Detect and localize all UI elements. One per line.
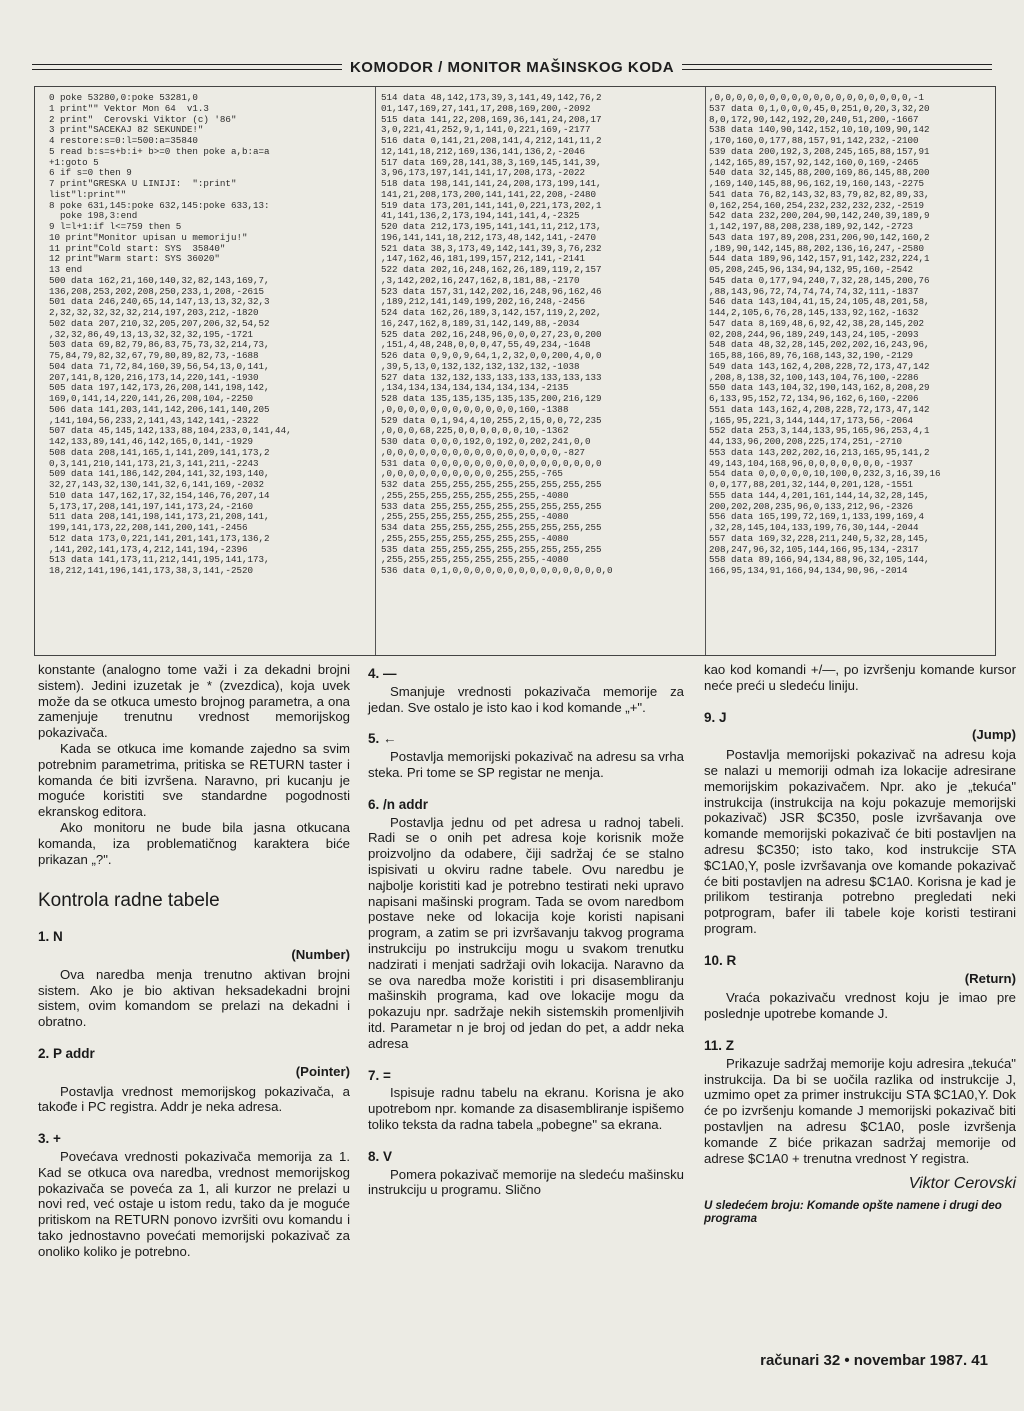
listing-line: 537 data 0,1,0,0,0,45,0,251,0,20,3,32,20 bbox=[709, 102, 930, 114]
listing-line: 49,143,104,168,96,0,0,0,0,0,0,0,-1937 bbox=[709, 457, 913, 469]
listing-line: 533 data 255,255,255,255,255,255,255,255 bbox=[381, 500, 602, 512]
listing-line: 508 data 208,141,165,1,141,209,141,173,2 bbox=[49, 446, 270, 458]
listing-line: ,0,0,0,0,0,0,0,0,0,0,255,255,-765 bbox=[381, 468, 563, 480]
listing-line: 12 print"Warm start: SYS 36020" bbox=[49, 253, 220, 265]
listing-line: 136,208,253,202,208,250,233,1,208,-2615 bbox=[49, 285, 265, 297]
listing-line: 144,2,105,6,76,28,145,133,92,162,-1632 bbox=[709, 307, 919, 318]
article-column-1 bbox=[38, 662, 350, 1260]
listing-line: 541 data 76,82,143,32,83,79,82,82,89,33, bbox=[709, 188, 930, 200]
listing-line: 516 data 0,141,21,208,141,4,212,141,11,2 bbox=[381, 135, 602, 146]
paragraph: Kada se otkuca ime komande zajedno sa svim potrebnim parametrima, pritiska se RETURN taster i komanda će biti izvršena. Naravno, pri kucanju je moguće koristiti sve standardne pogodnosti ekranskog editora. bbox=[38, 740, 350, 820]
listing-line: 506 data 141,203,141,142,206,141,140,205 bbox=[49, 403, 270, 415]
listing-line: 558 data 89,166,94,134,88,96,32,105,144, bbox=[709, 554, 930, 566]
listing-line: 6 if s=0 then 9 bbox=[49, 167, 132, 179]
paragraph: Prikazuje sadržaj memorije koju adresira „tekuća" instrukcija. Da bi se uočila razlika od instrukcije J, uzmimo opet za primer instrukciju STA $C1A0,Y. Dok će po izvršenju komande J memorijski pokazivač biti postavljen na adresu $C1A0, posle izvršenja komande Z biće prikazan sadržaj memorije od adrese $C1A0 + trenutna vrednost Y registra. bbox=[704, 1055, 1016, 1166]
listing-line: 208,247,96,32,105,144,166,95,134,-2317 bbox=[709, 543, 919, 555]
paragraph: Ako monitoru ne bude bila jasna otkucana komanda, iza problematičnog karaktera biće prikazan „?". bbox=[38, 819, 350, 867]
listing-line: 504 data 71,72,84,160,39,56,54,13,0,141, bbox=[49, 360, 270, 372]
listing-line: 9 l=l+1:if l<=759 then 5 bbox=[49, 221, 182, 232]
paragraph: Postavlja jednu od pet adresa u radnoj tabeli. Radi se o onih pet adresa koje korisnik može proizvoljno da odabere, čiji sadržaj će se stalno ispisivati u okviru radne tabele. Ovu naredbu je najbolje koristiti kad je potrebno testirati neki upravo napisani mašinski program. Tada se ovom naredbom postave neke od lokacija koje koristi napisani program, a zatim se pri izvršavanju takvog programa instrukciju po instrukciju mogu u svakom trenutku nadzirati i menjati sadržaji ovih lokacija. Naravno da se ova naredba može koristiti i pri disasembliranju mašinskih programa, kad ove lokacije mogu da pokazuju npr. sadržaje nekih sistemskih promenljivih itd. Parametar n je broj od jedan do pet, a addr neka adresa bbox=[368, 814, 684, 1051]
paragraph: Povećava vrednosti pokazivača memorija za 1. Kad se otkuca ova naredba, vrednost memorijskog pokazivača se poveća za 1, ali kurzor ne prelazi u novi red, već ostaje u istom redu, tako da je moguće pritiskom na RETURN ponovo izvršiti ovu komandu i tako jednostavno povećati memorijski pokazivač za onoliko koliko je potrebno. bbox=[38, 1148, 350, 1259]
listing-line: 545 data 0,177,94,240,7,32,28,145,200,76 bbox=[709, 274, 930, 286]
page-footer: računari 32 • novembar 1987. 41 bbox=[760, 1352, 988, 1369]
listing-line: 2,32,32,32,32,32,214,197,203,212,-1820 bbox=[49, 307, 259, 318]
listing-line: 534 data 255,255,255,255,255,255,255,255 bbox=[381, 522, 602, 533]
command-heading: 1. N bbox=[38, 929, 63, 945]
paragraph: Ova naredba menja trenutno aktivan brojni sistem. Ako je bio aktivan heksadekadni brojni sistem, ovim komandom se prelazi na dekadni i obratno. bbox=[38, 966, 350, 1030]
listing-line: 505 data 197,142,173,26,208,141,198,142, bbox=[49, 382, 270, 394]
listing-line: 531 data 0,0,0,0,0,0,0,0,0,0,0,0,0,0,0,0 bbox=[381, 457, 602, 469]
listing-line: 549 data 143,162,4,208,228,72,173,47,142 bbox=[709, 360, 930, 372]
listing-line: 528 data 135,135,135,135,135,200,216,129 bbox=[381, 393, 602, 404]
header-title: KOMODOR / MONITOR MAŠINSKOG KODA bbox=[349, 58, 675, 76]
listing-line: ,255,255,255,255,255,255,255,-4080 bbox=[381, 489, 569, 501]
command-heading: 3. + bbox=[38, 1131, 61, 1147]
listing-line: 7 print"GRESKA U LINIJI: ":print" bbox=[49, 178, 237, 189]
listing-line: 540 data 32,145,88,200,169,86,145,88,200 bbox=[709, 167, 930, 179]
listing-line: ,208,8,138,32,100,143,104,76,100,-2286 bbox=[709, 371, 919, 383]
listing-line: 12,141,18,212,169,136,141,136,2,-2046 bbox=[381, 145, 585, 157]
listing-line: 511 data 208,141,198,141,173,21,208,141, bbox=[49, 511, 270, 523]
listing-line: 546 data 143,104,41,15,24,105,48,201,58, bbox=[709, 296, 930, 308]
listing-line: 0 poke 53280,0:poke 53281,0 bbox=[49, 93, 198, 103]
listing-line: ,141,104,56,233,2,141,43,142,141,-2322 bbox=[49, 414, 259, 426]
listing-column-1 bbox=[49, 93, 379, 577]
listing-line: 543 data 197,89,208,231,206,90,142,160,2 bbox=[709, 231, 930, 243]
listing-line: ,0,0,0,0,0,0,0,0,0,0,0,0,0,0,0,0,0,0,-1 bbox=[709, 93, 925, 103]
listing-line: 4 restore:s=0:l=500:a=35840 bbox=[49, 135, 198, 146]
listing-line: 165,88,166,89,76,168,143,32,190,-2129 bbox=[709, 350, 913, 361]
listing-line: 548 data 48,32,28,145,202,202,16,243,96, bbox=[709, 339, 930, 351]
program-listing bbox=[34, 86, 996, 656]
listing-line: 542 data 232,200,204,90,142,240,39,189,9 bbox=[709, 210, 930, 222]
command-heading: 11. Z bbox=[704, 1037, 735, 1053]
listing-line: 510 data 147,162,17,32,154,146,76,207,14 bbox=[49, 489, 270, 501]
listing-line: 536 data 0,1,0,0,0,0,0,0,0,0,0,0,0,0,0,0,0 bbox=[381, 565, 613, 576]
listing-line: 196,141,141,18,212,173,48,142,141,-2470 bbox=[381, 231, 597, 243]
listing-line: 527 data 132,132,133,133,133,133,133,133 bbox=[381, 371, 602, 383]
listing-line: ,255,255,255,255,255,255,255,-4080 bbox=[381, 511, 569, 523]
listing-line: ,255,255,255,255,255,255,255,-4080 bbox=[381, 554, 569, 566]
listing-line: 199,141,173,22,208,141,200,141,-2456 bbox=[49, 522, 248, 533]
paragraph: Postavlja memorijski pokazivač na adresu sa vrha steka. Pri tome se SP registar ne menja. bbox=[368, 749, 684, 780]
command-heading: 2. P addr bbox=[38, 1045, 95, 1061]
listing-line: 503 data 69,82,79,86,83,75,73,32,214,73, bbox=[49, 339, 270, 351]
command-heading: 5. ← bbox=[368, 731, 397, 747]
listing-line: 8,0,172,90,142,192,20,240,51,200,-1667 bbox=[709, 113, 919, 125]
listing-line: 01,147,169,27,141,17,208,169,200,-2092 bbox=[381, 102, 591, 114]
listing-line: 529 data 0,1,94,4,10,255,2,15,0,0,72,235 bbox=[381, 414, 602, 426]
listing-line: ,170,160,0,177,88,157,91,142,232,-2100 bbox=[709, 135, 919, 146]
listing-line: 1 print"" Vektor Mon 64 v1.3 bbox=[49, 102, 209, 114]
listing-line: 18,212,141,196,141,173,38,3,141,-2520 bbox=[49, 565, 253, 576]
listing-line: ,147,162,46,181,199,157,212,141,-2141 bbox=[381, 253, 585, 265]
listing-line: ,189,90,142,145,88,202,136,16,247,-2580 bbox=[709, 242, 925, 254]
listing-line: 8 poke 631,145:poke 632,145:poke 633,13: bbox=[49, 199, 270, 211]
listing-line: ,39,5,13,0,132,132,132,132,132,-1038 bbox=[381, 360, 580, 372]
listing-line: poke 198,3:end bbox=[49, 210, 138, 222]
listing-line: 550 data 143,104,32,190,143,162,8,208,29 bbox=[709, 382, 930, 394]
listing-line: 519 data 173,201,141,141,0,221,173,202,1 bbox=[381, 199, 602, 211]
listing-line: 520 data 212,173,195,141,141,11,212,173, bbox=[381, 221, 602, 232]
listing-line: 513 data 141,173,11,212,141,195,141,173, bbox=[49, 554, 270, 566]
listing-line: 518 data 198,141,141,24,208,173,199,141, bbox=[381, 178, 602, 189]
listing-line: ,255,255,255,255,255,255,255,-4080 bbox=[381, 532, 569, 544]
listing-line: 1,142,197,88,208,238,189,92,142,-2723 bbox=[709, 221, 913, 232]
listing-line: 538 data 140,90,142,152,10,10,109,90,142 bbox=[709, 124, 930, 136]
command-name: (Return) bbox=[964, 970, 1016, 986]
command-name: (Number) bbox=[291, 946, 350, 962]
listing-line: 507 data 45,145,142,133,88,104,233,0,141,44, bbox=[49, 425, 292, 437]
paragraph: Postavlja memorijski pokazivač na adresu koja se nalazi u memoriji odmah iza lokacije adresirane memorijskim pokazivačem. Npr. ako je „tekuća" instrukcija (instrukcija na koju pokazuje memorijski pokazivač) JSR $C350, posle izvršavanja ove komande memorijski pokazivač će biti postavljen na adresu $C350; isto tako, kod instrukcije STA $C1A0,Y, posle izvršavanja ove komande pokazivač će biti postavljen na adresu $C1A0. Korisna je kad je prilikom testiranja potrebno pregledati neki potprogram, bafer ili tabele koje koristi testirani program. bbox=[704, 747, 1016, 936]
command-name: (Pointer) bbox=[295, 1063, 350, 1079]
listing-line: 539 data 200,192,3,208,245,165,88,157,91 bbox=[709, 145, 930, 157]
listing-line: 523 data 157,31,142,202,16,248,96,162,46 bbox=[381, 285, 602, 297]
command-heading: 6. /n addr bbox=[368, 796, 429, 812]
listing-line: 11 print"Cold start: SYS 35840" bbox=[49, 242, 226, 254]
paragraph: Ispisuje radnu tabelu na ekranu. Korisna je ako upotrebom npr. komande za disasembliranje ispišemo toliko teksta da radna tabela „pobegne" sa ekrana. bbox=[368, 1085, 684, 1132]
listing-line: 0,162,254,160,254,232,232,232,232,-2519 bbox=[709, 199, 925, 211]
header-rule-right bbox=[682, 64, 992, 70]
listing-line: 41,141,136,2,173,194,141,141,4,-2325 bbox=[381, 210, 580, 222]
listing-line: 535 data 255,255,255,255,255,255,255,255 bbox=[381, 543, 602, 555]
listing-line: list"l:print"" bbox=[49, 188, 127, 200]
listing-line: ,3,142,202,16,247,162,8,181,88,-2170 bbox=[381, 274, 580, 286]
listing-line: 521 data 38,3,173,49,142,141,39,3,76,232 bbox=[381, 242, 602, 254]
listing-line: 547 data 8,169,48,6,92,42,38,28,145,202 bbox=[709, 317, 925, 329]
listing-line: 544 data 189,96,142,157,91,142,232,224,1 bbox=[709, 253, 930, 265]
listing-line: ,165,95,221,3,144,144,17,173,56,-2064 bbox=[709, 414, 913, 426]
listing-line: 514 data 48,142,173,39,3,141,49,142,76,2 bbox=[381, 93, 602, 103]
listing-line: 525 data 202,16,248,96,0,0,0,27,23,0,200 bbox=[381, 328, 602, 340]
listing-line: 10 print"Monitor upisan u memoriju!" bbox=[49, 231, 248, 243]
listing-line: 500 data 162,21,160,140,32,82,143,169,7, bbox=[49, 274, 270, 286]
listing-line: 553 data 143,202,202,16,213,165,95,141,2 bbox=[709, 446, 930, 458]
listing-line: 3,0,221,41,252,9,1,141,0,221,169,-2177 bbox=[381, 124, 591, 136]
listing-line: 6,133,95,152,72,134,96,162,6,160,-2206 bbox=[709, 393, 919, 404]
listing-line: 169,0,141,14,220,141,26,208,104,-2250 bbox=[49, 393, 253, 404]
listing-line: ,0,0,0,68,225,0,0,0,0,0,0,10,-1362 bbox=[381, 425, 569, 437]
listing-line: 166,95,134,91,166,94,134,90,96,-2014 bbox=[709, 565, 908, 576]
listing-line: 515 data 141,22,208,169,36,141,24,208,17 bbox=[381, 113, 602, 125]
listing-line: ,32,28,145,104,133,199,76,30,144,-2044 bbox=[709, 522, 919, 533]
command-name: (Jump) bbox=[972, 727, 1016, 743]
listing-line: 13 end bbox=[49, 264, 83, 275]
listing-line: 526 data 0,9,0,9,64,1,2,32,0,0,200,4,0,0 bbox=[381, 350, 602, 361]
listing-line: 552 data 253,3,144,133,95,165,96,253,4,1 bbox=[709, 425, 930, 437]
article-column-3 bbox=[704, 662, 1016, 1226]
listing-line: 5,173,17,208,141,197,141,173,24,-2160 bbox=[49, 500, 253, 512]
command-heading: 9. J bbox=[704, 709, 727, 725]
listing-line: ,0,0,0,0,0,0,0,0,0,0,0,0,0,0,0,0,-827 bbox=[381, 446, 585, 458]
listing-line: 554 data 0,0,0,0,0,10,100,0,232,3,16,39,16 bbox=[709, 468, 941, 480]
listing-line: ,142,165,89,157,92,142,160,0,169,-2465 bbox=[709, 156, 919, 168]
listing-line: 2 print" Cerovski Viktor (c) '86" bbox=[49, 113, 237, 125]
listing-line: 207,141,8,120,216,173,14,220,141,-1930 bbox=[49, 371, 259, 383]
listing-line: ,151,4,48,248,0,0,0,47,55,49,234,-1648 bbox=[381, 339, 591, 351]
listing-line: 16,247,162,8,189,31,142,149,88,-2034 bbox=[381, 317, 580, 329]
listing-line: 32,27,143,32,130,141,32,6,141,169,-2032 bbox=[49, 479, 265, 490]
listing-line: 512 data 173,0,221,141,201,141,173,136,2 bbox=[49, 532, 270, 544]
listing-line: 0,3,141,210,141,173,21,3,141,211,-2243 bbox=[49, 457, 259, 469]
listing-line: 44,133,96,200,208,225,174,251,-2710 bbox=[709, 436, 902, 447]
paragraph: Pomera pokazivač memorije na sledeću mašinsku instrukciju u programu. Slično bbox=[368, 1166, 684, 1198]
listing-line: ,141,202,141,173,4,212,141,194,-2396 bbox=[49, 543, 248, 555]
command-heading: 7. = bbox=[368, 1067, 391, 1083]
listing-line: ,189,212,141,149,199,202,16,248,-2456 bbox=[381, 296, 585, 308]
listing-column-2 bbox=[381, 93, 707, 577]
listing-line: 200,202,208,235,96,0,133,212,96,-2326 bbox=[709, 500, 913, 512]
listing-line: 530 data 0,0,0,192,0,192,0,202,241,0,0 bbox=[381, 436, 591, 447]
listing-line: 524 data 162,26,189,3,142,157,119,2,202, bbox=[381, 307, 602, 318]
listing-line: 3,96,173,197,141,141,17,208,173,-2022 bbox=[381, 167, 585, 179]
listing-line: 75,84,79,82,32,67,79,80,89,82,73,-1688 bbox=[49, 350, 259, 361]
paragraph: konstante (analogno tome važi i za dekadni brojni sistem). Jedini izuzetak je * (zvezdica), koja uvek može da se otkuca umesto brojnog parametra, a ona zamenjuje trenutnu vrednost memorijskog pokazivača. bbox=[38, 662, 350, 741]
listing-line: ,134,134,134,134,134,134,134,-2135 bbox=[381, 382, 569, 394]
article-column-2 bbox=[368, 662, 684, 1198]
paragraph: Postavlja vrednost memorijskog pokazivača, a takođe i PC registra. Addr je neka adresa. bbox=[38, 1083, 350, 1115]
next-issue-note: U sledećem broju: Komande opšte namene i drugi deo programa bbox=[704, 1200, 1002, 1226]
listing-line: 3 print"SACEKAJ 82 SEKUNDE!" bbox=[49, 124, 204, 136]
listing-line: 5 read b:s=s+b:i+ b>=0 then poke a,b:a=a bbox=[49, 145, 270, 157]
command-heading: 8. V bbox=[368, 1148, 393, 1164]
paragraph: Vraća pokazivaču vrednost koju je imao pre poslednje upotrebe komande J. bbox=[704, 990, 1016, 1022]
command-heading: 4. — bbox=[368, 666, 397, 681]
listing-line: 551 data 143,162,4,208,228,72,173,47,142 bbox=[709, 403, 930, 415]
listing-line: ,32,32,86,49,13,13,32,32,32,195,-1721 bbox=[49, 328, 253, 340]
command-heading: 10. R bbox=[704, 952, 737, 968]
listing-line: 509 data 141,186,142,204,141,32,193,140, bbox=[49, 468, 270, 480]
listing-line: ,88,143,96,72,74,74,74,74,32,111,-1837 bbox=[709, 285, 919, 297]
listing-line: 517 data 169,28,141,38,3,169,145,141,39, bbox=[381, 156, 602, 168]
listing-line: 522 data 202,16,248,162,26,189,119,2,157 bbox=[381, 264, 602, 275]
listing-line: 556 data 165,199,72,169,1,133,199,169,4 bbox=[709, 511, 925, 523]
listing-line: 05,208,245,96,134,94,132,95,160,-2542 bbox=[709, 264, 913, 275]
listing-line: ,169,140,145,88,96,162,19,160,143,-2275 bbox=[709, 178, 925, 189]
section-title: Kontrola radne tabele bbox=[38, 890, 220, 912]
listing-line: ,0,0,0,0,0,0,0,0,0,0,0,0,160,-1388 bbox=[381, 403, 569, 415]
listing-line: 0,0,177,88,201,32,144,0,201,128,-1551 bbox=[709, 479, 913, 490]
listing-line: 532 data 255,255,255,255,255,255,255,255 bbox=[381, 479, 602, 490]
listing-line: 502 data 207,210,32,205,207,206,32,54,52 bbox=[49, 317, 270, 329]
listing-line: 142,133,89,141,46,142,165,0,141,-1929 bbox=[49, 436, 253, 447]
paragraph: kao kod komandi +/—, po izvršenju komande kursor neće preći u sledeću liniju. bbox=[704, 662, 1016, 693]
listing-line: 555 data 144,4,201,161,144,14,32,28,145, bbox=[709, 489, 930, 501]
listing-column-3 bbox=[709, 93, 995, 577]
author-signature: Viktor Cerovski bbox=[908, 1175, 1016, 1193]
paragraph: Smanjuje vrednosti pokazivača memorije za jedan. Sve ostalo je isto kao i kod komande „+". bbox=[368, 683, 684, 715]
listing-line: +1:goto 5 bbox=[49, 156, 99, 168]
listing-line: 557 data 169,32,228,211,240,5,32,28,145, bbox=[709, 532, 930, 544]
page-header bbox=[32, 56, 992, 78]
listing-line: 02,208,244,96,189,249,143,24,105,-2093 bbox=[709, 328, 919, 340]
listing-line: 501 data 246,240,65,14,147,13,13,32,32,3 bbox=[49, 296, 270, 308]
header-rule-left bbox=[32, 64, 342, 70]
listing-line: 141,21,208,173,200,141,141,22,208,-2480 bbox=[381, 188, 597, 200]
